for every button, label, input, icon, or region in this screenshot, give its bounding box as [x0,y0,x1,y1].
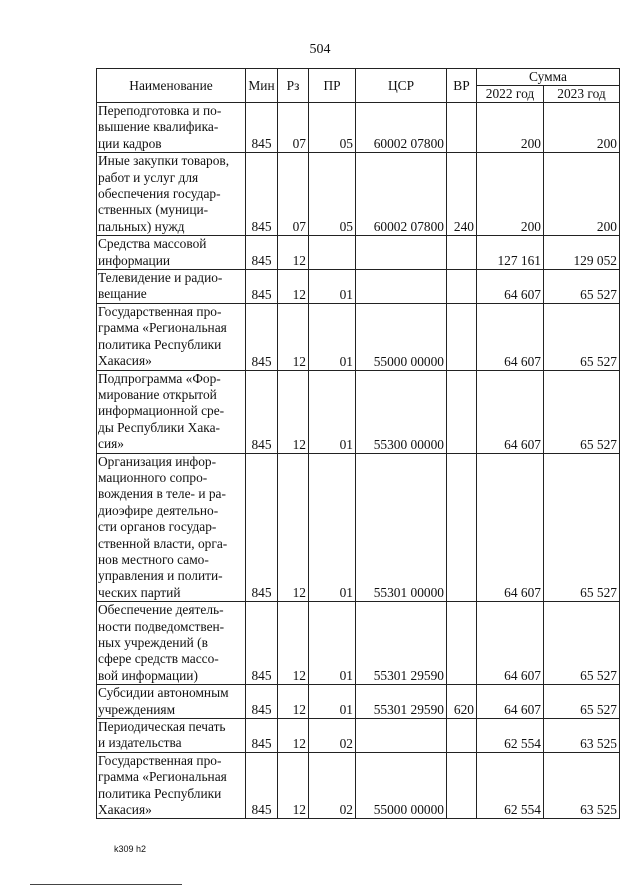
cell-pr: 01 [309,270,356,304]
table-row [97,270,620,304]
cell-name: Телевидение и радио- вещание [97,270,246,304]
table-body [97,103,620,819]
cell-min: 845 [246,453,278,602]
cell-amount-2023: 65 527 [544,270,620,304]
cell-name: Обеспечение деятель- ности подведомствен- ных учреждений (в сфере средств массо- вой информации) [97,602,246,685]
cell-vr: 620 [447,685,477,719]
cell-csr: 55301 00000 [356,453,447,602]
table-header [97,69,620,103]
header-name: Наименование [97,69,246,103]
cell-name: Субсидии автономным учреждениям [97,685,246,719]
cell-amount-2022: 64 607 [477,602,544,685]
cell-csr: 55301 29590 [356,602,447,685]
table-row [97,602,620,685]
header-min: Мин [246,69,278,103]
cell-min: 845 [246,103,278,153]
cell-pr: 01 [309,303,356,370]
cell-csr: 55000 00000 [356,303,447,370]
cell-name: Периодическая печать и издательства [97,719,246,753]
cell-name: Средства массовой информации [97,236,246,270]
table-row [97,453,620,602]
cell-min: 845 [246,752,278,819]
cell-pr: 01 [309,453,356,602]
cell-amount-2022: 64 607 [477,270,544,304]
cell-amount-2022: 62 554 [477,752,544,819]
cell-amount-2023: 65 527 [544,685,620,719]
cell-vr [447,719,477,753]
cell-amount-2023: 65 527 [544,370,620,453]
cell-name: Иные закупки товаров, работ и услуг для обеспечения государ- ственных (муници- пальных) нужд [97,153,246,236]
cell-csr: 55301 29590 [356,685,447,719]
cell-min: 845 [246,153,278,236]
cell-rz: 12 [278,370,309,453]
cell-vr [447,453,477,602]
cell-name: Государственная про- грамма «Региональная политика Республики Хакасия» [97,303,246,370]
cell-amount-2023: 65 527 [544,602,620,685]
cell-csr: 55000 00000 [356,752,447,819]
cell-pr: 05 [309,103,356,153]
cell-amount-2022: 127 161 [477,236,544,270]
table-row [97,303,620,370]
cell-amount-2022: 200 [477,153,544,236]
header-rz: Рз [278,69,309,103]
cell-vr [447,752,477,819]
cell-min: 845 [246,370,278,453]
cell-amount-2022: 64 607 [477,685,544,719]
cell-vr [447,370,477,453]
cell-rz: 07 [278,153,309,236]
cell-rz: 12 [278,602,309,685]
cell-csr [356,719,447,753]
header-csr: ЦСР [356,69,447,103]
cell-pr: 01 [309,602,356,685]
cell-rz: 12 [278,303,309,370]
cell-amount-2023: 129 052 [544,236,620,270]
budget-table [96,68,620,819]
cell-amount-2023: 200 [544,103,620,153]
cell-amount-2022: 64 607 [477,453,544,602]
cell-amount-2023: 63 525 [544,719,620,753]
cell-min: 845 [246,236,278,270]
cell-rz: 12 [278,685,309,719]
cell-rz: 12 [278,719,309,753]
cell-vr [447,236,477,270]
cell-pr: 05 [309,153,356,236]
cell-amount-2022: 64 607 [477,370,544,453]
cell-amount-2022: 200 [477,103,544,153]
footer-divider [30,884,182,885]
cell-pr: 01 [309,370,356,453]
table-row [97,719,620,753]
table-row [97,103,620,153]
cell-rz: 12 [278,270,309,304]
cell-pr: 02 [309,752,356,819]
cell-name: Организация инфор- мационного сопро- вождения в теле- и ра- диоэфире деятельно- сти органов государ- ственной власти, орга- нов местного само- управления и полити- ческих партий [97,453,246,602]
cell-vr [447,103,477,153]
table-row [97,685,620,719]
cell-min: 845 [246,270,278,304]
header-pr: ПР [309,69,356,103]
cell-amount-2023: 63 525 [544,752,620,819]
cell-name: Подпрограмма «Фор- мирование открытой информационной сре- ды Республики Хака- сия» [97,370,246,453]
cell-vr [447,303,477,370]
cell-rz: 12 [278,453,309,602]
cell-csr: 60002 07800 [356,153,447,236]
footer-code: k309 h2 [114,844,147,854]
header-sum: Сумма [477,69,620,86]
cell-min: 845 [246,719,278,753]
cell-vr [447,270,477,304]
cell-csr: 55300 00000 [356,370,447,453]
cell-vr: 240 [447,153,477,236]
header-year-2023: 2023 год [544,86,620,103]
table-row [97,236,620,270]
table-row [97,752,620,819]
cell-min: 845 [246,303,278,370]
cell-amount-2022: 64 607 [477,303,544,370]
table-row [97,153,620,236]
cell-rz: 07 [278,103,309,153]
cell-rz: 12 [278,752,309,819]
cell-amount-2023: 65 527 [544,303,620,370]
cell-vr [447,602,477,685]
cell-amount-2023: 200 [544,153,620,236]
cell-pr: 01 [309,685,356,719]
cell-min: 845 [246,602,278,685]
cell-min: 845 [246,685,278,719]
table-row [97,370,620,453]
cell-pr [309,236,356,270]
cell-csr [356,236,447,270]
page-number: 504 [309,42,331,57]
cell-name: Государственная про- грамма «Региональная политика Республики Хакасия» [97,752,246,819]
header-vr: ВР [447,69,477,103]
cell-rz: 12 [278,236,309,270]
cell-amount-2022: 62 554 [477,719,544,753]
cell-csr [356,270,447,304]
cell-pr: 02 [309,719,356,753]
cell-csr: 60002 07800 [356,103,447,153]
cell-amount-2023: 65 527 [544,453,620,602]
header-year-2022: 2022 год [477,86,544,103]
cell-name: Переподготовка и по- вышение квалифика- ции кадров [97,103,246,153]
